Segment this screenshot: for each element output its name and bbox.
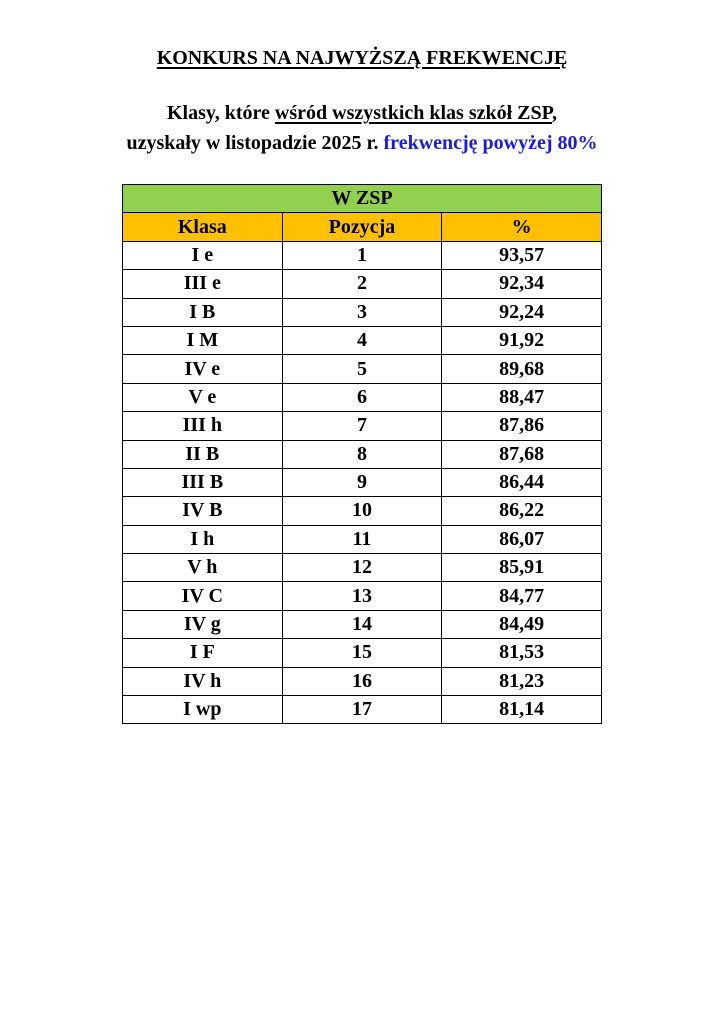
cell-percent: 81,14 [442,696,602,724]
cell-percent: 81,23 [442,667,602,695]
table-row [123,412,602,440]
ranking-table [122,184,602,724]
page-title: KONKURS NA NAJWYŻSZĄ FREKWENCJĘ [156,47,568,69]
group-header: W ZSP [123,185,602,213]
cell-class: I M [123,326,283,354]
cell-class: I e [123,241,283,269]
cell-position: 7 [282,412,442,440]
group-header-row [123,185,602,213]
cell-class: III h [123,412,283,440]
column-header-percent: % [442,213,602,241]
cell-class: I F [123,639,283,667]
cell-class: V e [123,383,283,411]
cell-percent: 86,22 [442,497,602,525]
cell-percent: 88,47 [442,383,602,411]
cell-class: I h [123,525,283,553]
column-header-class: Klasa [123,213,283,241]
cell-percent: 93,57 [442,241,602,269]
cell-position: 3 [282,298,442,326]
subtitle-line-1-suffix: , [552,102,558,124]
cell-position: 8 [282,440,442,468]
cell-class: V h [123,554,283,582]
cell-class: I B [123,298,283,326]
table-row [123,383,602,411]
table-row [123,355,602,383]
table-row [123,468,602,496]
cell-position: 12 [282,554,442,582]
table-row [123,241,602,269]
cell-percent: 92,34 [442,270,602,298]
cell-class: IV h [123,667,283,695]
subtitle-line-1-prefix: Klasy, które [166,102,275,124]
cell-percent: 84,77 [442,582,602,610]
table-row [123,525,602,553]
cell-percent: 91,92 [442,326,602,354]
cell-class: IV g [123,610,283,638]
subtitle-line-1 [0,98,724,128]
cell-position: 1 [282,241,442,269]
cell-class: II B [123,440,283,468]
table-row [123,582,602,610]
cell-position: 2 [282,270,442,298]
cell-class: III B [123,468,283,496]
cell-position: 16 [282,667,442,695]
cell-position: 14 [282,610,442,638]
table-row [123,696,602,724]
cell-position: 9 [282,468,442,496]
table-row [123,639,602,667]
subtitle [0,98,724,158]
cell-percent: 81,53 [442,639,602,667]
cell-class: IV B [123,497,283,525]
cell-percent: 86,44 [442,468,602,496]
cell-percent: 92,24 [442,298,602,326]
cell-class: IV e [123,355,283,383]
cell-percent: 89,68 [442,355,602,383]
cell-class: III e [123,270,283,298]
column-header-position: Pozycja [282,213,442,241]
cell-position: 13 [282,582,442,610]
cell-percent: 87,68 [442,440,602,468]
cell-position: 10 [282,497,442,525]
subtitle-line-2-highlight: frekwencję powyżej 80% [383,132,598,154]
cell-percent: 86,07 [442,525,602,553]
cell-percent: 87,86 [442,412,602,440]
cell-position: 6 [282,383,442,411]
cell-percent: 84,49 [442,610,602,638]
subtitle-line-2-prefix: uzyskały w listopadzie 2025 r. [126,132,384,154]
table-row [123,326,602,354]
subtitle-line-1-underlined: wśród wszystkich klas szkół ZSP [274,102,553,124]
cell-position: 11 [282,525,442,553]
cell-percent: 85,91 [442,554,602,582]
cell-position: 17 [282,696,442,724]
column-header-row [123,213,602,241]
table-row [123,497,602,525]
cell-position: 15 [282,639,442,667]
subtitle-line-2 [0,128,724,158]
table-row [123,270,602,298]
table-row [123,298,602,326]
table-row [123,610,602,638]
table-row [123,440,602,468]
cell-class: I wp [123,696,283,724]
table-row [123,667,602,695]
table-body [123,241,602,724]
cell-position: 4 [282,326,442,354]
cell-class: IV C [123,582,283,610]
cell-position: 5 [282,355,442,383]
table-row [123,554,602,582]
